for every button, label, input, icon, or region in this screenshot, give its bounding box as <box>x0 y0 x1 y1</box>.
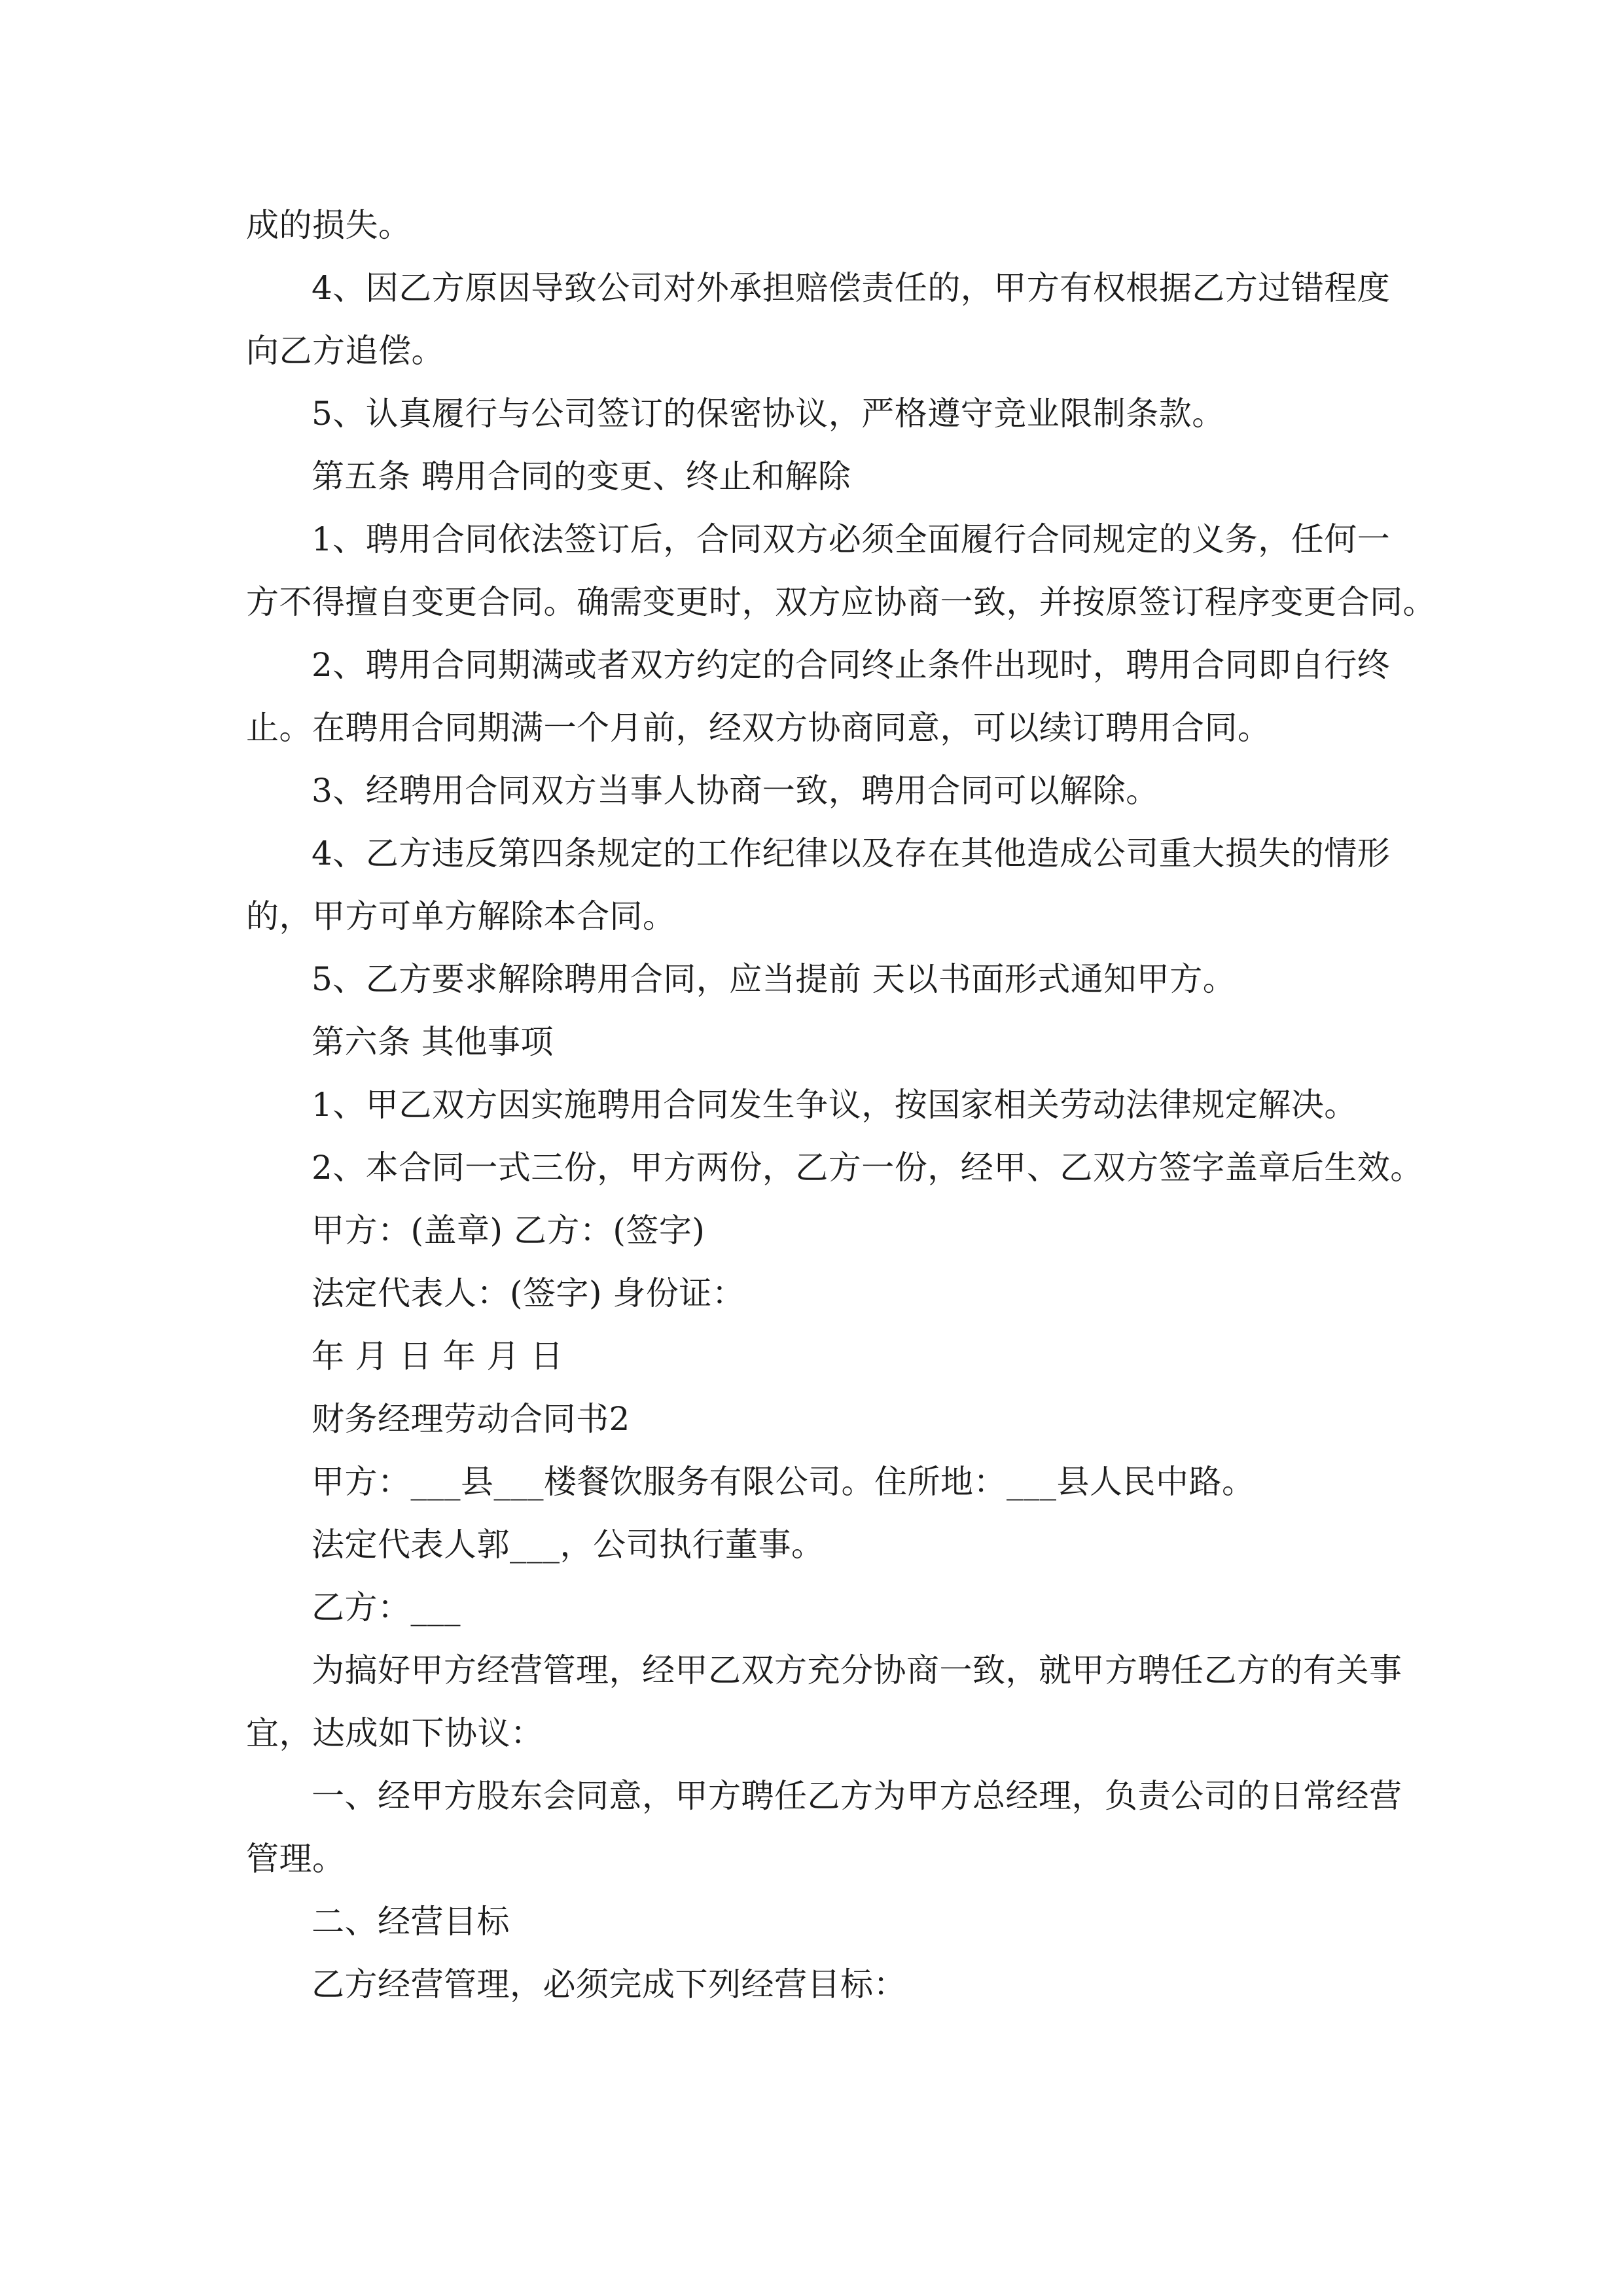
text-line: 3、经聘用合同双方当事人协商一致，聘用合同可以解除。 <box>312 772 1159 810</box>
document-body <box>246 194 1436 2016</box>
text-line: 管理。 <box>246 1840 346 1878</box>
text-line: 5、乙方要求解除聘用合同，应当提前 天以书面形式通知甲方。 <box>312 960 1236 998</box>
text-line: 2、聘用合同期满或者双方约定的合同终止条件出现时，聘用合同即自行终 <box>312 646 1391 684</box>
text-line: 4、乙方违反第四条规定的工作纪律以及存在其他造成公司重大损失的情形 <box>312 834 1391 872</box>
text-line: 4、因乙方原因导致公司对外承担赔偿责任的，甲方有权根据乙方过错程度 <box>312 269 1391 307</box>
text-line: 法定代表人郭___，公司执行董事。 <box>312 1526 825 1564</box>
text-line: 1、甲乙双方因实施聘用合同发生争议，按国家相关劳动法律规定解决。 <box>312 1086 1357 1124</box>
signature-line: 甲方：(盖章) 乙方：(签字) <box>312 1211 705 1249</box>
date-line: 年 月 日 年 月 日 <box>312 1337 563 1375</box>
text-line: 为搞好甲方经营管理，经甲乙双方充分协商一致，就甲方聘任乙方的有关事 <box>312 1651 1402 1689</box>
text-line: 乙方经营管理，必须完成下列经营目标： <box>312 1965 906 2003</box>
text-line: 的，甲方可单方解除本合同。 <box>246 897 676 935</box>
text-line: 乙方：___ <box>312 1588 461 1626</box>
document-title: 财务经理劳动合同书2 <box>312 1400 630 1438</box>
text-line: 宜，达成如下协议： <box>246 1714 544 1752</box>
text-line: 2、本合同一式三份，甲方两份，乙方一份，经甲、乙双方签字盖章后生效。 <box>312 1149 1423 1187</box>
section-heading: 第五条 聘用合同的变更、终止和解除 <box>312 457 851 495</box>
signature-line: 法定代表人：(签字) 身份证： <box>312 1274 745 1312</box>
section-heading: 第六条 其他事项 <box>312 1023 554 1061</box>
text-line: 止。在聘用合同期满一个月前，经双方协商同意，可以续订聘用合同。 <box>246 709 1271 747</box>
text-line: 成的损失。 <box>246 206 412 244</box>
text-line: 向乙方追偿。 <box>246 332 444 370</box>
section-heading: 二、经营目标 <box>312 1903 510 1941</box>
text-line: 一、经甲方股东会同意，甲方聘任乙方为甲方总经理，负责公司的日常经营 <box>312 1777 1402 1815</box>
text-line: 方不得擅自变更合同。确需变更时，双方应协商一致，并按原签订程序变更合同。 <box>246 583 1436 621</box>
text-line: 甲方：___县___楼餐饮服务有限公司。住所地：___县人民中路。 <box>312 1463 1255 1501</box>
text-line: 5、认真履行与公司签订的保密协议，严格遵守竞业限制条款。 <box>312 395 1225 433</box>
text-line: 1、聘用合同依法签订后，合同双方必须全面履行合同规定的义务，任何一 <box>312 520 1391 558</box>
